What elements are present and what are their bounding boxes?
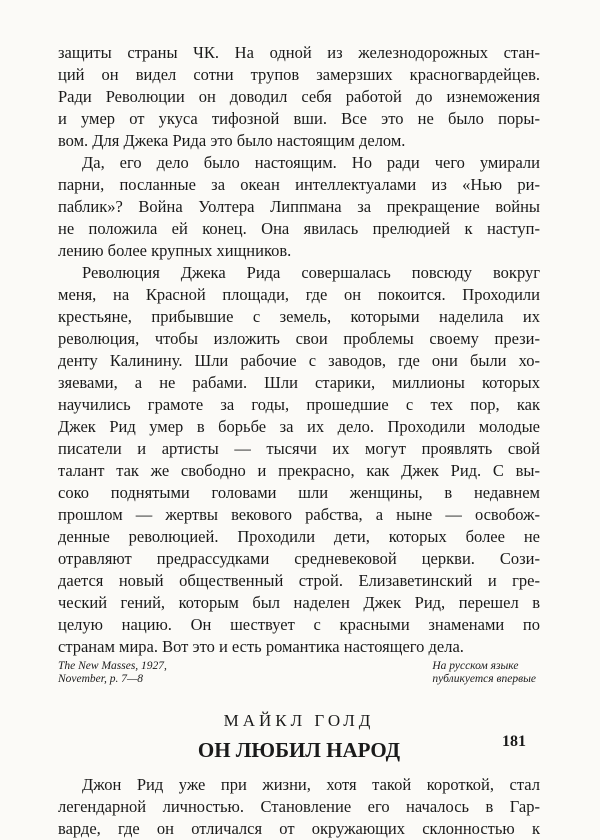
text-line: Да, его дело было настоящим. Но ради чего умирали (82, 153, 540, 172)
text-line: легендарной личностью. Становление его началось в Гар- (58, 797, 540, 816)
paragraph-3 (58, 262, 540, 658)
text-line: денные революцией. Проходили дети, которых более не (58, 527, 540, 546)
source-line: The New Masses, 1927, (58, 660, 167, 672)
text-line: писатели и артисты — тысячи их могут проявлять свой (58, 439, 540, 458)
source-citation (58, 660, 540, 686)
article-body (58, 774, 540, 840)
text-line: и умер от укуса тифозной вши. Все это не было поры- (58, 109, 540, 128)
text-line: защиты страны ЧК. На одной из железнодорожных стан- (58, 43, 540, 62)
text-line: Джон Рид уже при жизни, хотя такой короткой, стал (82, 775, 540, 794)
paragraph-2 (58, 152, 540, 262)
publication-note (432, 660, 540, 686)
text-line: варде, где он отличался от окружающих склонностью к (58, 819, 540, 838)
text-line: крестьяне, прибывшие с земель, которыми наделила их (58, 307, 540, 326)
text-line: парни, посланные за океан интеллектуалами из «Нью ри- (58, 175, 540, 194)
text-line: отравляют предрассудками средневековой церкви. Сози- (58, 549, 540, 568)
paragraph-1 (58, 42, 540, 152)
page-content (58, 42, 540, 840)
text-line: паблик»? Война Уолтера Липпмана за прекращение войны (58, 197, 540, 216)
text-line: лению более крупных хищников. (58, 241, 292, 260)
source-reference (58, 660, 167, 686)
text-line: странам мира. Вот это и есть романтика настоящего дела. (58, 637, 464, 656)
text-line: прошлом — жертвы векового рабства, а ныне — освобож- (58, 505, 540, 524)
text-line: денту Калинину. Шли рабочие с заводов, где они были хо- (58, 351, 540, 370)
text-line: дается новый общественный строй. Елизаветинский и гре- (58, 571, 540, 590)
text-line: меня, на Красной площади, где он покоится. Проходили (58, 285, 540, 304)
text-line: ческий гений, которым был наделен Джек Рид, перешел в (58, 593, 540, 612)
article-author: МАЙКЛ ГОЛД (223, 711, 375, 730)
text-line: не положила ей конец. Она явилась прелюдией к наступ- (58, 219, 540, 238)
source-line: November, p. 7—8 (58, 673, 143, 685)
text-line: талант так же свободно и прекрасно, как Джек Рид. С вы- (58, 461, 540, 480)
article-title: ОН ЛЮБИЛ НАРОД (197, 738, 401, 762)
text-line: зяевами, а не рабами. Шли старики, миллионы которых (58, 373, 540, 392)
text-line: Джек Рид умер в борьбе за их дело. Проходили молодые (58, 417, 540, 436)
text-line: революция, чтобы изложить свои проблемы своему прези- (58, 329, 540, 348)
note-line: На русском языке (432, 660, 519, 672)
text-line: вом. Для Джека Рида это было настоящим делом. (58, 131, 406, 150)
text-line: Ради Революции он доводил себя работой до изнеможения (58, 87, 540, 106)
text-line: целую нацию. Он шествует с красными знаменами по (58, 615, 540, 634)
page-number: 181 (502, 733, 526, 750)
text-line: соко поднятыми головами шли женщины, в недавнем (58, 483, 540, 502)
text-line: ций он видел сотни трупов замерзших красногвардейцев. (58, 65, 540, 84)
text-line: Революция Джека Рида совершалась повсюду вокруг (82, 263, 540, 282)
text-line: научились грамоте за годы, прошедшие с тех пор, как (58, 395, 540, 414)
note-line: публикуется впервые (432, 673, 536, 685)
